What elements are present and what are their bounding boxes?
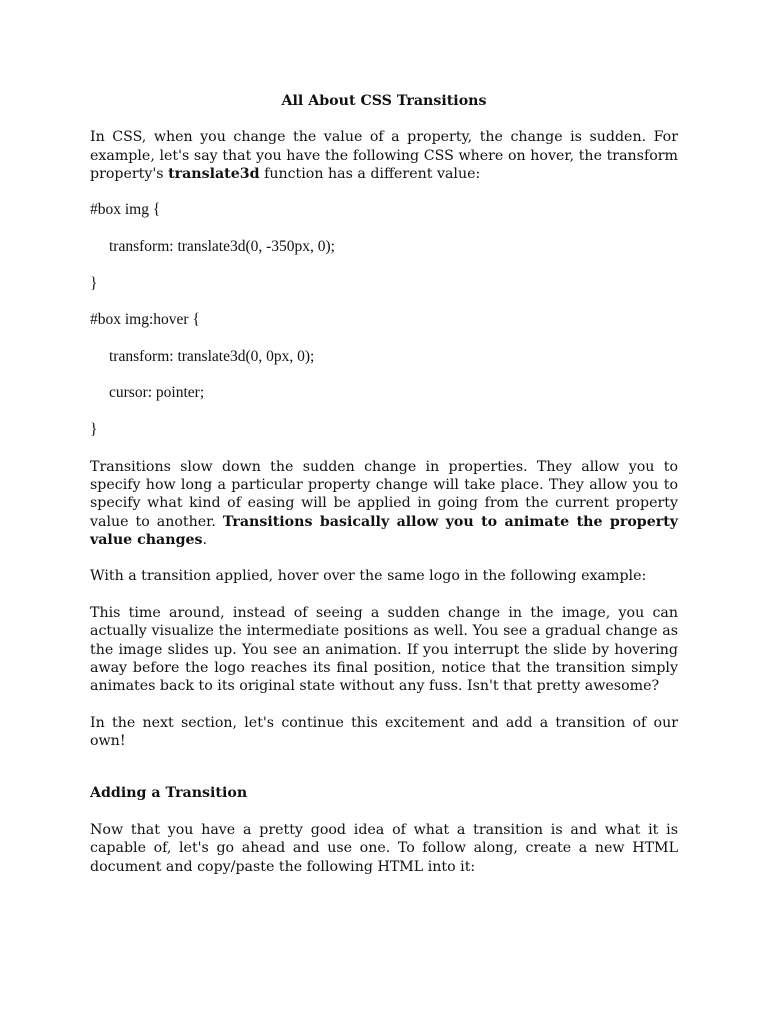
code-line: transform: translate3d(0, 0px, 0); bbox=[109, 347, 315, 365]
document-page bbox=[90, 92, 678, 894]
code-line: } bbox=[90, 274, 98, 292]
transitions-bold-sentence: Transitions basically allow you to animate the property value changes bbox=[90, 513, 678, 548]
transitions-text-end: . bbox=[202, 531, 208, 548]
code-line: transform: translate3d(0, -350px, 0); bbox=[109, 238, 335, 256]
section-heading: Adding a Transition bbox=[90, 785, 248, 802]
intro-text-end: function has a different value: bbox=[259, 165, 481, 182]
code-line: } bbox=[90, 421, 98, 439]
transitions-text: Transitions slow down the sudden change in properties. They allow you to specify how long a particular property change will take place. They allow you to specify what kind of easing will be applied in going from the current property value to another. bbox=[90, 458, 678, 530]
code-line: #box img { bbox=[90, 201, 161, 219]
code-block bbox=[90, 201, 678, 439]
code-line: #box img:hover { bbox=[90, 311, 200, 329]
next-section-paragraph: In the next section, let's continue this excitement and add a transition of our own! bbox=[90, 714, 678, 750]
document-title: All About CSS Transitions bbox=[281, 93, 487, 109]
transitions-paragraph bbox=[90, 458, 678, 549]
code-line: cursor: pointer; bbox=[109, 384, 205, 402]
adding-paragraph: Now that you have a pretty good idea of what a transition is and what it is capable of, let's go ahead and use one. To follow along, create a new HTML document and copy/paste the following HTML into it: bbox=[90, 821, 678, 875]
intro-paragraph bbox=[90, 128, 678, 183]
intro-bold-term: translate3d bbox=[168, 165, 260, 182]
animation-paragraph: This time around, instead of seeing a sudden change in the image, you can actually visualize the intermediate positions as well. You see a gradual change as the image slides up. You see an animation. If you interrupt the slide by hovering away before the logo reaches its final position, notice that the transition simply animates back to its original state without any fuss. Isn't that pretty awesome? bbox=[90, 605, 678, 695]
hover-paragraph: With a transition applied, hover over the same logo in the following example: bbox=[90, 568, 647, 585]
intro-text: In CSS, when you change the value of a property, the change is sudden. For example, let's say that you have the following CSS where on hover, the transform property's bbox=[90, 129, 678, 182]
